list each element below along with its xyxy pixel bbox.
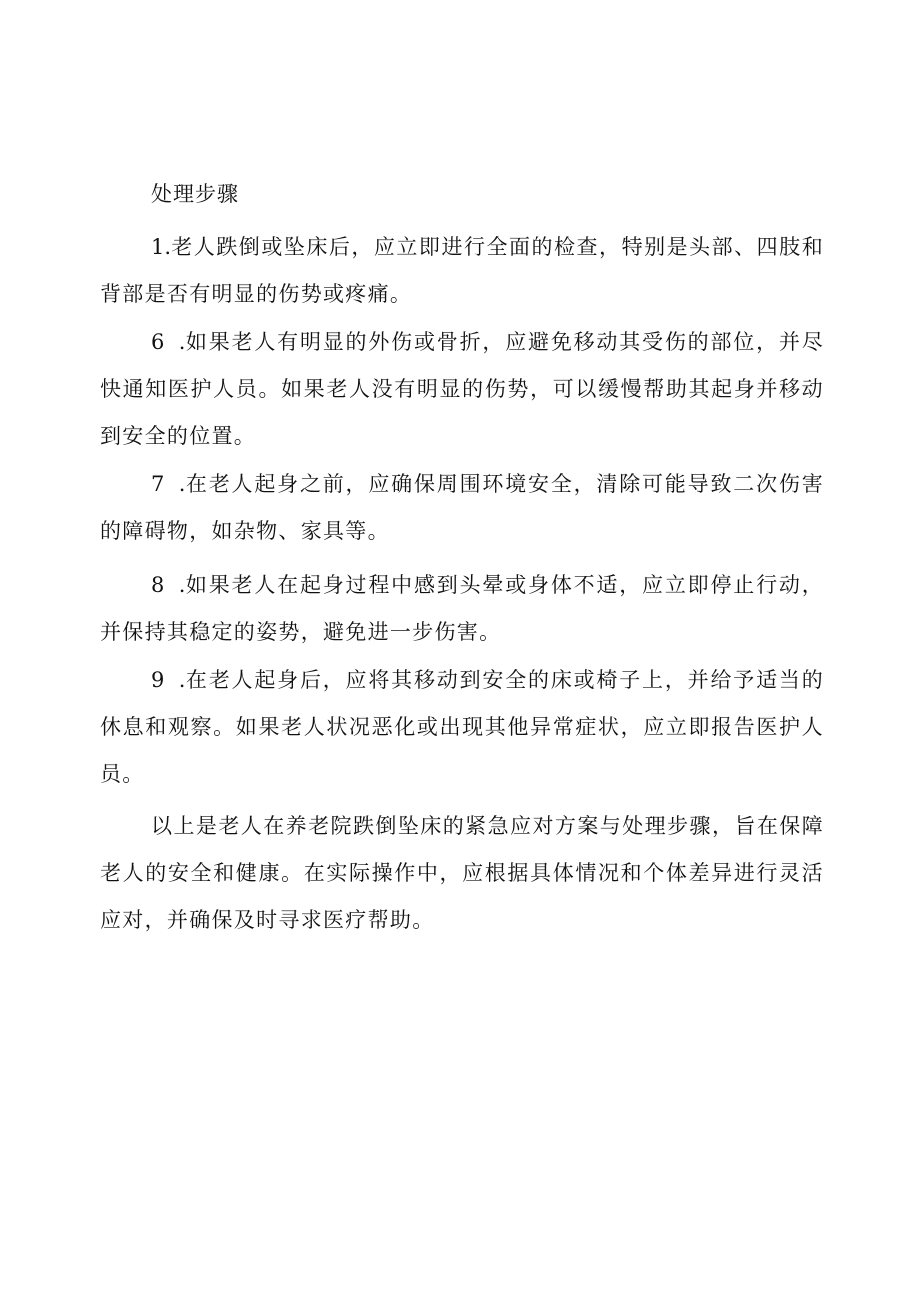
step-paragraph: [100, 657, 824, 798]
step-paragraph: [100, 319, 824, 460]
step-text: 在老人起身后，应将其移动到安全的床或椅子上，并给予适当的休息和观察。如果老人状况恶化或出现其他异常症状，应立即报告医护人员。: [100, 668, 824, 786]
step-paragraph: [100, 562, 824, 656]
step-paragraph: [100, 224, 824, 318]
step-text: 在老人起身之前，应确保周围环境安全，清除可能导致二次伤害的障碍物，如杂物、家具等。: [100, 472, 824, 543]
conclusion-paragraph: 以上是老人在养老院跌倒坠床的紧急应对方案与处理步骤，旨在保障老人的安全和健康。在实际操作中，应根据具体情况和个体差异进行灵活应对，并确保及时寻求医疗帮助。: [100, 814, 824, 932]
step-number: 1.: [151, 235, 172, 259]
step-number: 8 .: [151, 573, 186, 597]
section-heading: 处理步骤: [151, 182, 239, 206]
step-number: 7 .: [151, 472, 186, 496]
step-text: 老人跌倒或坠床后，应立即进行全面的检查，特别是头部、四肢和背部是否有明显的伤势或疼痛。: [100, 235, 824, 306]
step-number: 9 .: [151, 668, 186, 692]
step-text: 如果老人有明显的外伤或骨折，应避免移动其受伤的部位，并尽快通知医护人员。如果老人没有明显的伤势，可以缓慢帮助其起身并移动到安全的位置。: [100, 330, 824, 448]
step-text: 如果老人在起身过程中感到头晕或身体不适，应立即停止行动，并保持其稳定的姿势，避免进一步伤害。: [100, 573, 824, 644]
step-paragraph: [100, 461, 824, 555]
step-number: 6 .: [151, 330, 186, 354]
